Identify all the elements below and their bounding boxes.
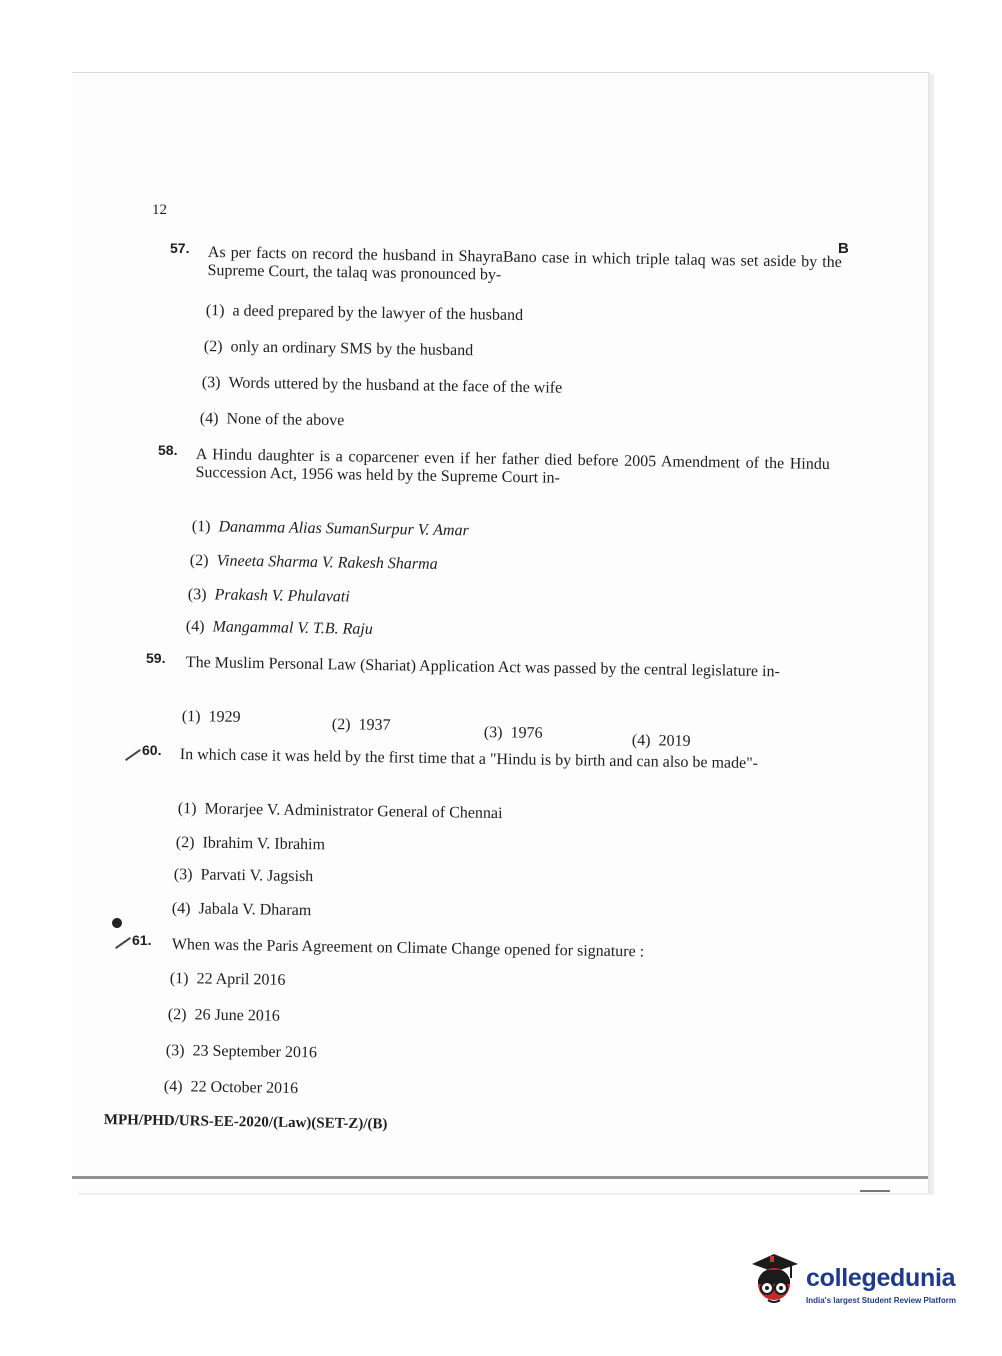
option-text: 26 June 2016 bbox=[194, 1006, 280, 1025]
answer-option bbox=[164, 1078, 298, 1098]
option-text: Danamma Alias SumanSurpur V. Amar bbox=[218, 518, 469, 540]
question-57-text: As per facts on record the husband in ShayraBano case in which triple talaq was set aside by the Supreme Court, the talaq was pronounced by- bbox=[207, 244, 842, 284]
option-text: Vineeta Sharma V. Rakesh Sharma bbox=[216, 552, 438, 573]
option-number: (4) bbox=[199, 410, 219, 428]
mascot-icon bbox=[744, 1250, 804, 1314]
question-number: 57. bbox=[170, 240, 190, 256]
option-number: (1) bbox=[177, 800, 197, 818]
question-number: 59. bbox=[146, 650, 166, 666]
option-text: Mangammal V. T.B. Raju bbox=[212, 618, 373, 638]
option-text: a deed prepared by the lawyer of the husband bbox=[232, 302, 524, 324]
option-number: (3) bbox=[187, 586, 207, 604]
option-text: Ibrahim V. Ibrahim bbox=[202, 834, 326, 854]
answer-option bbox=[190, 552, 438, 574]
option-number: (3) bbox=[483, 724, 503, 742]
option-number: (2) bbox=[189, 552, 209, 570]
option-number: (4) bbox=[631, 732, 651, 750]
question-60-text: In which case it was held by the first time that a "Hindu is by birth and can also be made"- bbox=[179, 746, 759, 773]
question-number: 61. bbox=[132, 932, 152, 948]
question-58-text: A Hindu daughter is a coparcener even if her father died before 2005 Amendment of the Hindu Succession Act, 1956 was held by the Supreme Court in- bbox=[195, 446, 830, 487]
option-number: (2) bbox=[175, 834, 195, 852]
answer-option bbox=[484, 724, 543, 743]
option-number: (4) bbox=[185, 618, 205, 636]
brand-tagline: India's largest Student Review Platform bbox=[806, 1296, 956, 1305]
sheet-bottom-edge bbox=[72, 1176, 928, 1179]
option-number: (4) bbox=[163, 1078, 183, 1096]
option-number: (3) bbox=[173, 866, 193, 884]
answer-option bbox=[166, 1042, 317, 1062]
option-number: (2) bbox=[203, 338, 223, 356]
option-number: (2) bbox=[167, 1006, 187, 1024]
answer-option bbox=[174, 866, 314, 886]
option-text: only an ordinary SMS by the husband bbox=[230, 338, 474, 360]
option-text: None of the above bbox=[226, 410, 345, 430]
answer-option bbox=[186, 618, 373, 639]
option-number: (1) bbox=[205, 302, 225, 320]
option-text: 22 April 2016 bbox=[196, 970, 286, 989]
option-text: 1929 bbox=[208, 708, 241, 726]
option-number: (3) bbox=[165, 1042, 185, 1060]
set-letter: B bbox=[838, 240, 849, 257]
option-number: (2) bbox=[331, 716, 351, 734]
answer-option bbox=[172, 900, 312, 920]
option-text: Jabala V. Dharam bbox=[198, 900, 312, 920]
option-text: Parvati V. Jagsish bbox=[200, 866, 314, 886]
sheet-edge-mark bbox=[860, 1190, 890, 1192]
option-number: (3) bbox=[201, 374, 221, 392]
answer-option bbox=[176, 834, 325, 854]
question-59-text: The Muslim Personal Law (Shariat) Application Act was passed by the central legislature in- bbox=[185, 654, 781, 681]
option-number: (4) bbox=[171, 900, 191, 918]
option-text: Morarjee V. Administrator General of Chennai bbox=[204, 800, 503, 823]
answer-option bbox=[170, 970, 286, 990]
option-text: Words uttered by the husband at the face of the wife bbox=[228, 374, 563, 397]
answer-option bbox=[332, 716, 391, 735]
option-number: (1) bbox=[181, 708, 201, 726]
page-number: 12 bbox=[152, 202, 167, 218]
answer-option bbox=[182, 708, 241, 727]
option-number: (1) bbox=[169, 970, 189, 988]
answer-option bbox=[168, 1006, 280, 1026]
answer-option bbox=[200, 410, 345, 430]
option-text: 1937 bbox=[358, 716, 391, 734]
paper-code-footer: MPH/PHD/URS-EE-2020/(Law)(SET-Z)/(B) bbox=[103, 1112, 388, 1133]
option-number: (1) bbox=[191, 518, 211, 536]
question-number: 60. bbox=[142, 742, 162, 758]
collegedunia-watermark bbox=[744, 1248, 974, 1318]
option-text: 23 September 2016 bbox=[192, 1042, 318, 1062]
option-text: 2019 bbox=[658, 732, 691, 750]
option-text: 1976 bbox=[510, 724, 543, 742]
brand-name: collegedunia bbox=[806, 1264, 956, 1292]
question-61-text: When was the Paris Agreement on Climate Change opened for signature : bbox=[171, 936, 645, 961]
option-text: 22 October 2016 bbox=[190, 1078, 299, 1098]
answer-option bbox=[632, 732, 691, 751]
answer-option bbox=[188, 586, 350, 607]
question-number: 58. bbox=[158, 442, 178, 458]
option-text: Prakash V. Phulavati bbox=[214, 586, 350, 606]
